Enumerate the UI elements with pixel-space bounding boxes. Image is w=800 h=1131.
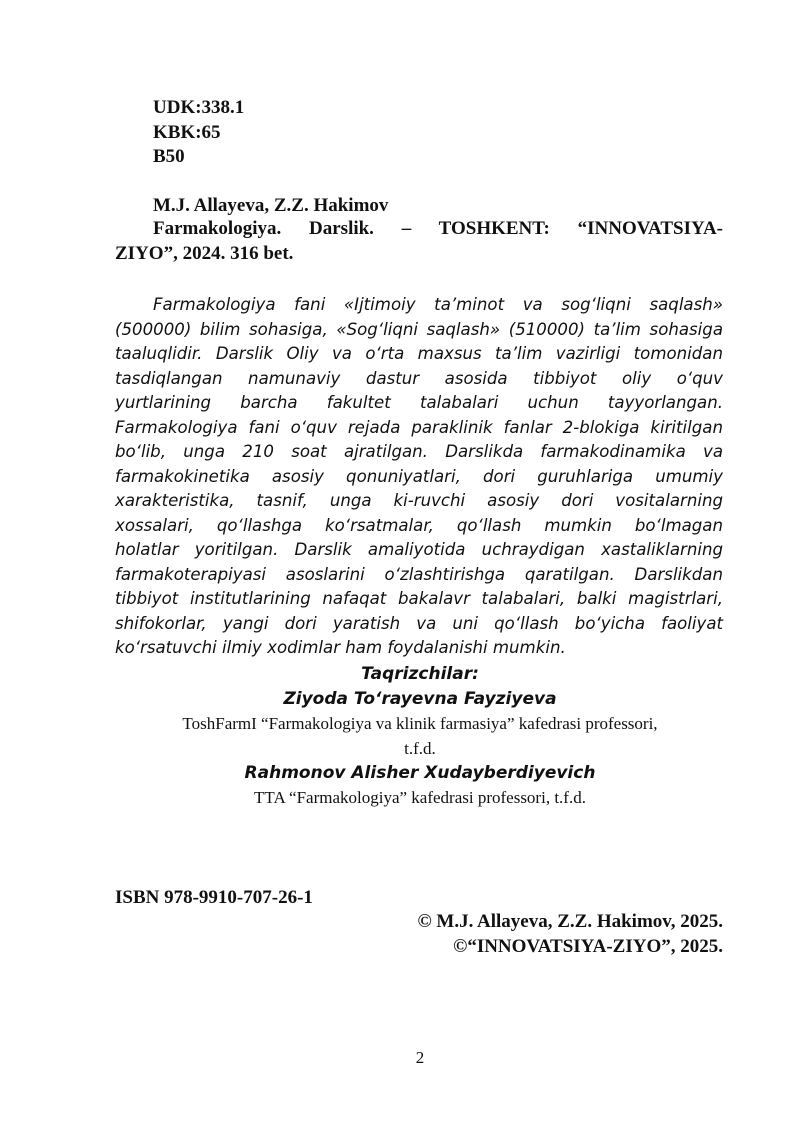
reviewers-heading: Taqrizchilar: (361, 664, 479, 684)
abstract-line: xarakteristika, tasnif, unga ki-ruvchi asosiy dori vositalarning (115, 491, 723, 510)
abstract-line: xossalari, qo‘llashga ko‘rsatmalar, qo‘llash mumkin bo‘lmagan (115, 515, 723, 535)
reviewer-2-name: Rahmonov Alisher Xudayberdiyevich (244, 763, 596, 783)
authors-line: M.J. Allayeva, Z.Z. Hakimov (153, 195, 389, 216)
abstract-line: bo‘lib, unga 210 soat ajratilgan. Darslikda farmakodinamika va (115, 442, 723, 461)
classification-codes (153, 96, 244, 170)
reviewer-1-affiliation-line-1: ToshFarmI “Farmakologiya va klinik farmasiya” kafedrasi professori, (182, 714, 658, 733)
kbk-code: KBK:65 (153, 121, 221, 143)
abstract-line: shifokorlar, yangi dori yaratish va uni qo‘llash bo‘yicha faoliyat (115, 613, 723, 633)
abstract-line: (500000) bilim sohasiga, «Sog‘liqni saqlash» (510000) ta’lim sohasiga (115, 319, 723, 339)
abstract-line: ko‘rsatuvchi ilmiy xodimlar ham foydalanishi mumkin. (115, 638, 566, 657)
title-line-2: ZIYO”, 2024. 316 bet. (115, 243, 294, 264)
reviewer-1-name: Ziyoda To‘rayevna Fayziyeva (283, 689, 557, 709)
reviewer-1-affiliation-line-2: t.f.d. (404, 739, 436, 758)
abstract-line: tibbiyot institutlarining nafaqat bakalavr talabalari, balki magistrlari, (115, 589, 723, 608)
abstract-line: farmakoterapiyasi asoslarini o‘zlashtirishga qaratilgan. Darslikdan (115, 564, 723, 584)
copyright-publisher: ©“INNOVATSIYA-ZIYO”, 2025. (453, 936, 723, 957)
abstract-line: farmakokinetika asosiy qonuniyatlari, dori guruhlariga umumiy (115, 466, 723, 486)
author-mark-code: B50 (153, 146, 185, 167)
title-line-1: Farmakologiya. Darslik. – TOSHKENT: “INNOVATSIYA- (153, 218, 723, 239)
abstract-line: holatlar yoritilgan. Darslik amaliyotida uchraydigan xastaliklarning (115, 540, 723, 559)
abstract-line: taaluqlidir. Darslik Oliy va o‘rta maxsus ta’lim vazirligi tomonidan (115, 344, 723, 363)
abstract-line: Farmakologiya fani o‘quv rejada paraklinik fanlar 2-blokiga kiritilgan (115, 417, 723, 437)
isbn-number: ISBN 978-9910-707-26-1 (115, 887, 313, 908)
udk-code: UDK:338.1 (153, 97, 245, 118)
abstract-line: tasdiqlangan namunaviy dastur asosida tibbiyot oliy o‘quv (115, 368, 723, 388)
page-number: 2 (415, 1048, 425, 1067)
abstract-line: Farmakologiya fani «Ijtimoiy ta’minot va sog‘liqni saqlash» (153, 295, 723, 314)
abstract-line: yurtlarining barcha fakultet talabalari uchun tayyorlangan. (115, 393, 723, 412)
abstract-paragraph (115, 293, 723, 661)
copyright-authors: © M.J. Allayeva, Z.Z. Hakimov, 2025. (417, 911, 723, 932)
reviewer-2-affiliation: TTA “Farmakologiya” kafedrasi professori, t.f.d. (254, 788, 586, 807)
